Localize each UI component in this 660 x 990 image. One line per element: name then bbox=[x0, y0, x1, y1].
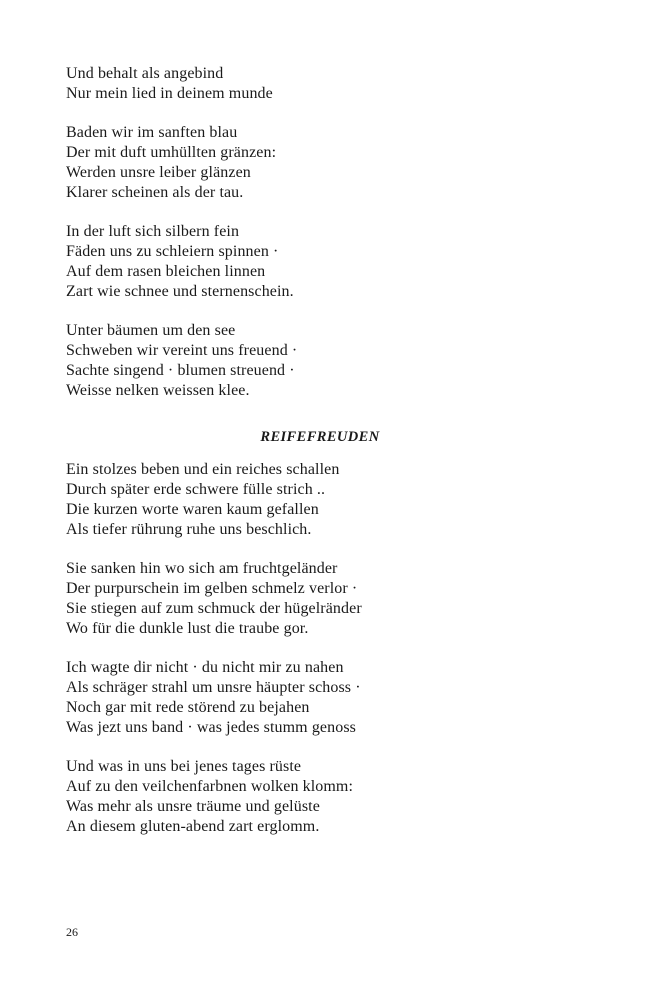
verse-line: Nur mein lied in deinem munde bbox=[66, 85, 273, 102]
verse-line: Zart wie schnee und sternenschein. bbox=[66, 283, 294, 300]
verse-line: Sie stiegen auf zum schmuck der hügelränder bbox=[66, 600, 362, 617]
verse-line: Schweben wir vereint uns freuend · bbox=[66, 342, 298, 359]
poem-title: REIFEFREUDEN bbox=[260, 429, 380, 445]
verse-line: Auf dem rasen bleichen linnen bbox=[66, 263, 266, 280]
verse-line: Der mit duft umhüllten gränzen: bbox=[66, 144, 277, 161]
verse-line: Werden unsre leiber glänzen bbox=[66, 164, 251, 181]
verse-line: Sachte singend · blumen streuend · bbox=[66, 362, 295, 379]
verse-line: Noch gar mit rede störend zu bejahen bbox=[66, 699, 310, 716]
verse-line: Weisse nelken weissen klee. bbox=[66, 382, 250, 399]
page-number: 26 bbox=[66, 925, 78, 939]
verse-line: Durch später erde schwere fülle strich .. bbox=[66, 481, 326, 498]
verse-line: Fäden uns zu schleiern spinnen · bbox=[66, 243, 279, 260]
verse-line: Ein stolzes beben und ein reiches schallen bbox=[66, 461, 340, 478]
verse-line: Die kurzen worte waren kaum gefallen bbox=[66, 501, 319, 518]
verse-line: Klarer scheinen als der tau. bbox=[66, 184, 244, 201]
verse-line: Als schräger strahl um unsre häupter schoss · bbox=[66, 679, 361, 696]
verse-line: Ich wagte dir nicht · du nicht mir zu nahen bbox=[66, 659, 344, 676]
verse-line: Sie sanken hin wo sich am fruchtgeländer bbox=[66, 560, 338, 577]
verse-line: Unter bäumen um den see bbox=[66, 322, 236, 339]
verse-line: Was mehr als unsre träume und gelüste bbox=[66, 798, 320, 815]
verse-line: An diesem gluten-abend zart erglomm. bbox=[66, 818, 320, 835]
verse-line: Wo für die dunkle lust die traube gor. bbox=[66, 620, 309, 637]
verse-line: Der purpurschein im gelben schmelz verlor · bbox=[66, 580, 358, 597]
verse-line: Und behalt als angebind bbox=[66, 65, 224, 82]
verse-line: Was jezt uns band · was jedes stumm genoss bbox=[66, 719, 356, 736]
verse-line: In der luft sich silbern fein bbox=[66, 223, 240, 240]
verse-line: Als tiefer rührung ruhe uns beschlich. bbox=[66, 521, 312, 538]
verse-line: Baden wir im sanften blau bbox=[66, 124, 238, 141]
verse-line: Und was in uns bei jenes tages rüste bbox=[66, 758, 302, 775]
verse-line: Auf zu den veilchenfarbnen wolken klomm: bbox=[66, 778, 354, 795]
